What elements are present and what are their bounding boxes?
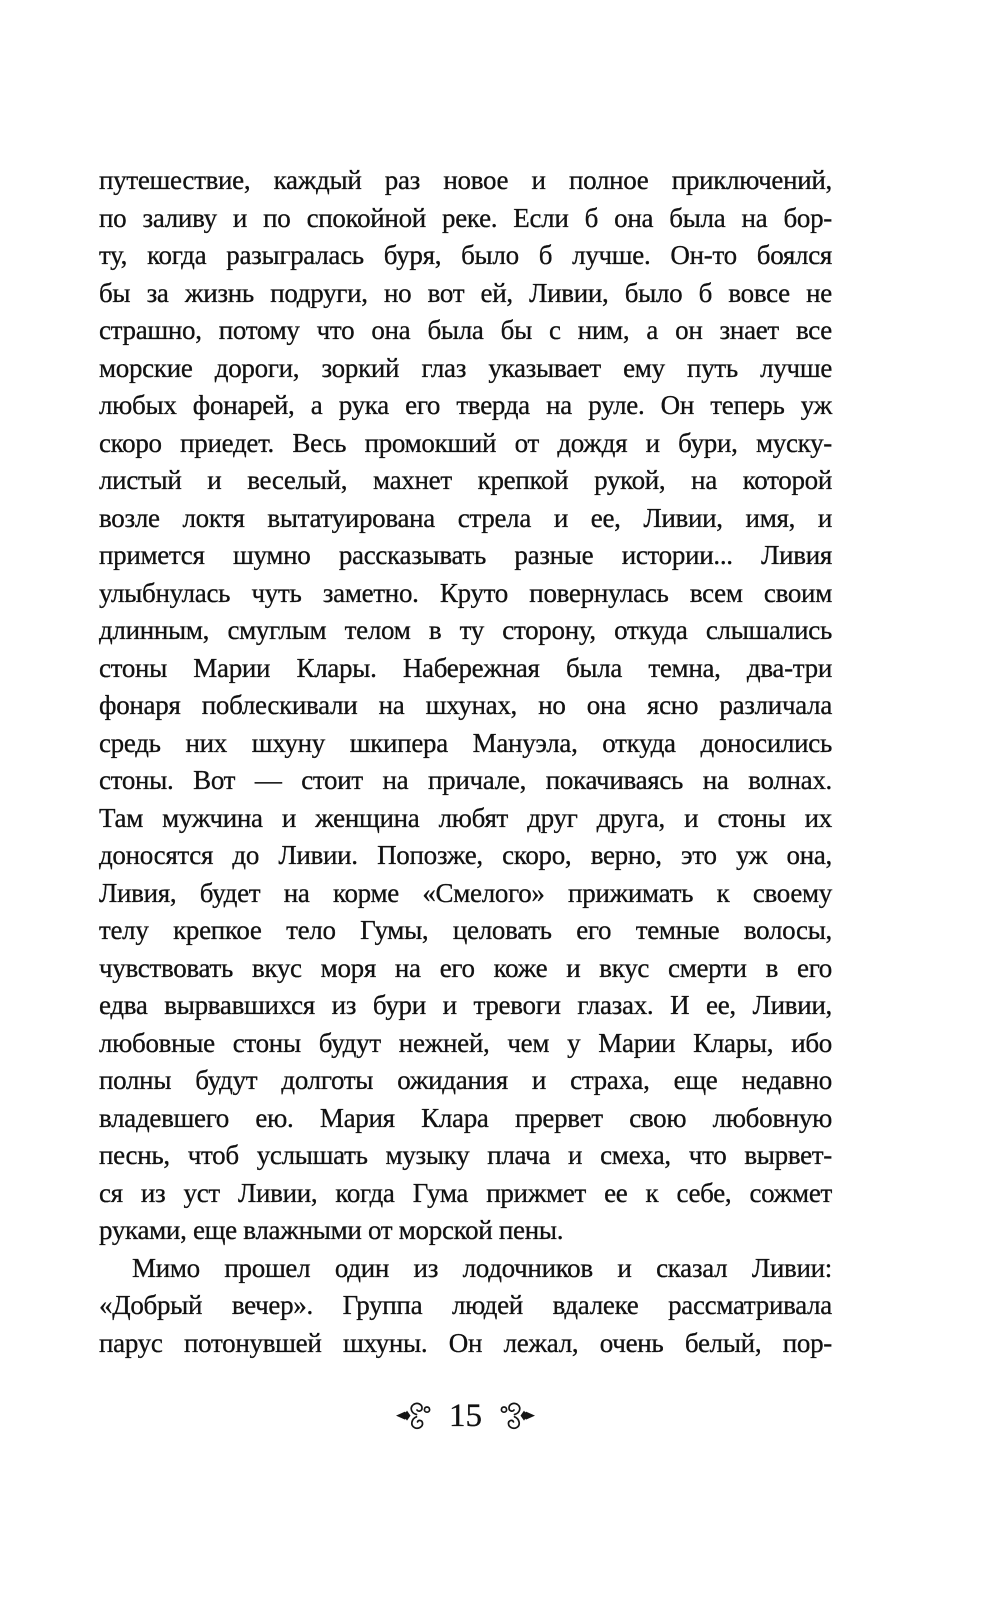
- text-line: возле локтя вытатуирована стрела и ее, Ливии, имя, и: [99, 502, 832, 533]
- text-line: доносятся до Ливии. Попозже, скоро, верно, это уж она,: [99, 840, 832, 870]
- text-line: едва вырвавшихся из бури и тревоги глазах. И ее, Ливии,: [99, 990, 832, 1020]
- text-line: стоны Марии Клары. Набережная была темна, два-три: [99, 652, 832, 683]
- text-line: Мимо прошел один из лодочников и сказал Ливии:: [132, 1252, 832, 1283]
- text-line: ту, когда разыгралась буря, было б лучше. Он-то боялся: [99, 240, 832, 270]
- text-line: владевшего ею. Мария Клара прервет свою любовную: [99, 1102, 832, 1133]
- text-line: Ливия, будет на корме «Смелого» прижимать к своему: [99, 877, 832, 908]
- text-line: «Добрый вечер». Группа людей вдалеке рассматривала: [99, 1290, 832, 1320]
- page-text-block: [99, 162, 832, 1362]
- page-number: 15: [449, 1398, 482, 1434]
- text-line: листый и веселый, махнет крепкой рукой, на которой: [99, 465, 832, 495]
- text-line: руками, еще влажными от морской пены.: [99, 1215, 564, 1245]
- text-line: любых фонарей, а рука его тверда на руле. Он теперь уж: [99, 390, 832, 420]
- text-line: фонаря поблескивали на шхунах, но она ясно различала: [99, 690, 832, 720]
- text-line: Там мужчина и женщина любят друг друга, и стоны их: [99, 802, 832, 833]
- text-line: длинным, смуглым телом в ту сторону, откуда слышались: [99, 615, 832, 645]
- text-line: улыбнулась чуть заметно. Круто повернулась всем своим: [99, 577, 832, 608]
- text-line: морские дороги, зоркий глаз указывает ему путь лучше: [99, 352, 832, 383]
- text-line: по заливу и по спокойной реке. Если б она была на бор-: [99, 202, 832, 233]
- text-line: чувствовать вкус моря на его коже и вкус смерти в его: [99, 952, 832, 983]
- text-line: телу крепкое тело Гумы, целовать его темные волосы,: [99, 915, 832, 945]
- text-line: парус потонувшей шхуны. Он лежал, очень белый, пор-: [99, 1327, 832, 1358]
- text-line: стоны. Вот — стоит на причале, покачиваясь на волнах.: [99, 765, 832, 795]
- text-line: примется шумно рассказывать разные истории... Ливия: [99, 540, 832, 570]
- text-line: скоро приедет. Весь промокший от дождя и бури, муску-: [99, 427, 832, 458]
- text-line: страшно, потому что она была бы с ним, а он знает все: [99, 315, 832, 345]
- fleuron-right-icon: [499, 1401, 537, 1431]
- text-line: любовные стоны будут нежней, чем у Марии Клары, ибо: [99, 1027, 832, 1058]
- text-line: средь них шхуну шкипера Мануэла, откуда доносились: [99, 727, 832, 758]
- fleuron-left-icon: [394, 1401, 432, 1431]
- text-line: бы за жизнь подруги, но вот ей, Ливии, было б вовсе не: [99, 277, 832, 308]
- text-line: песнь, чтоб услышать музыку плача и смеха, что вырвет-: [99, 1140, 832, 1170]
- text-line: путешествие, каждый раз новое и полное приключений,: [99, 165, 832, 195]
- text-line: полны будут долготы ожидания и страха, еще недавно: [99, 1065, 832, 1095]
- text-line: ся из уст Ливии, когда Гума прижмет ее к себе, сожмет: [99, 1177, 832, 1208]
- page-footer: [99, 1398, 832, 1434]
